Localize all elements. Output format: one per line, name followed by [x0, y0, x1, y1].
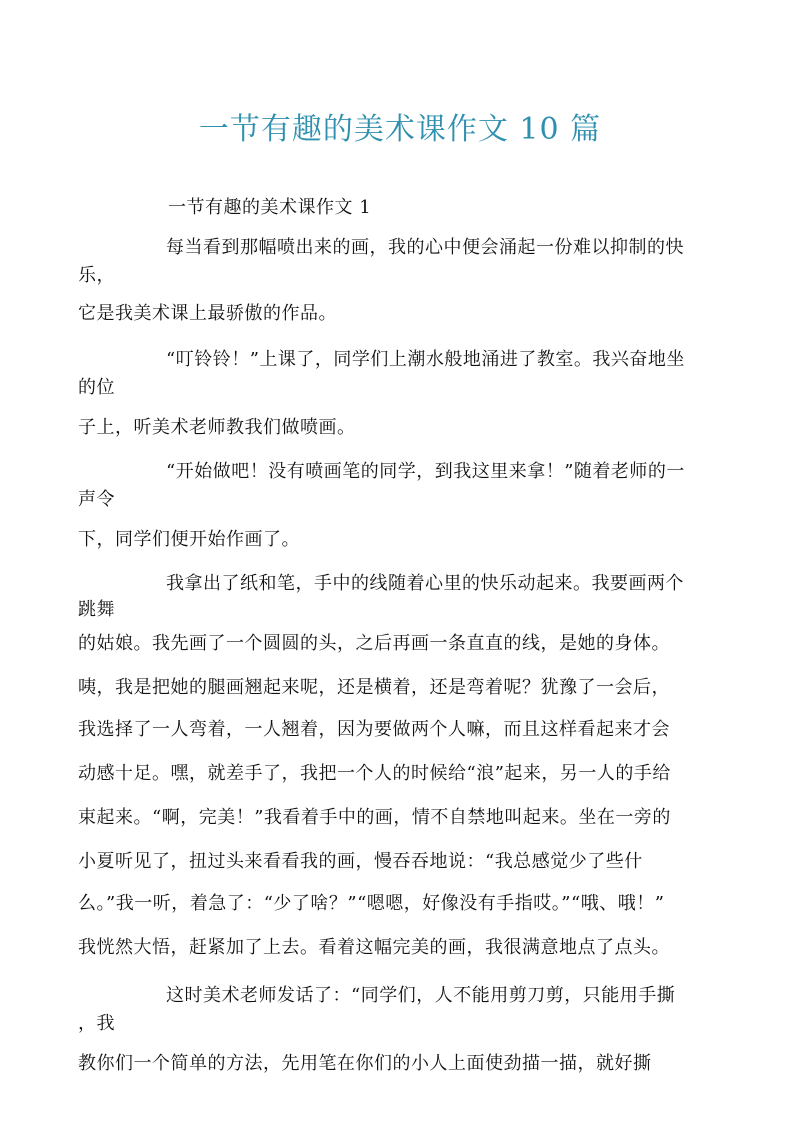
section-heading: 一节有趣的美术课作文 1	[168, 197, 372, 218]
paragraph-line: 我选择了一人弯着，一人翘着，因为要做两个人嘛，而且这样看起来才会	[78, 719, 670, 740]
paragraph-line: “开始做吧！没有喷画笔的同学，到我这里来拿！”随着老师的一	[166, 461, 685, 482]
paragraph-line: 的位	[78, 377, 115, 398]
paragraph-line: 每当看到那幅喷出来的画，我的心中便会涌起一份难以抑制的快	[166, 237, 684, 258]
paragraph-line: 子上，听美术老师教我们做喷画。	[78, 417, 356, 438]
paragraph-line: “叮铃铃！”上课了，同学们上潮水般地涌进了教室。我兴奋地坐	[166, 349, 685, 370]
paragraph-line: 的姑娘。我先画了一个圆圆的头，之后再画一条直直的线，是她的身体。	[78, 633, 670, 654]
paragraph-line: 么。”我一听，着急了：“少了啥？”“嗯嗯，好像没有手指哎。”“哦、哦！”	[78, 893, 665, 914]
document-title: 一节有趣的美术课作文 10 篇	[198, 112, 602, 147]
paragraph-line: 乐，	[78, 265, 115, 286]
paragraph-line: 下，同学们便开始作画了。	[78, 529, 300, 550]
paragraph-line: 它是我美术课上最骄傲的作品。	[78, 303, 337, 324]
paragraph-line: 小夏听见了，扭过头来看看我的画，慢吞吞地说：“我总感觉少了些什	[78, 851, 643, 872]
paragraph-line: 动感十足。嘿，就差手了，我把一个人的时候给“浪”起来，另一人的手给	[78, 763, 671, 784]
paragraph-line: 我恍然大悟，赶紧加了上去。看着这幅完美的画，我很满意地点了点头。	[78, 937, 670, 958]
paragraph-line: 声令	[78, 489, 115, 510]
paragraph-line: 这时美术老师发话了：“同学们，人不能用剪刀剪，只能用手撕	[166, 985, 676, 1006]
paragraph-line: 我拿出了纸和笔，手中的线随着心里的快乐动起来。我要画两个	[166, 573, 684, 594]
paragraph-line: 束起来。“啊，完美！”我看着手中的画，情不自禁地叫起来。坐在一旁的	[78, 807, 671, 828]
paragraph-line: 教你们一个简单的方法，先用笔在你们的小人上面使劲描一描，就好撕	[78, 1053, 652, 1074]
paragraph-line: ，我	[78, 1013, 115, 1034]
paragraph-line: 咦，我是把她的腿画翘起来呢，还是横着，还是弯着呢？犹豫了一会后，	[78, 677, 670, 698]
paragraph-line: 跳舞	[78, 599, 115, 620]
